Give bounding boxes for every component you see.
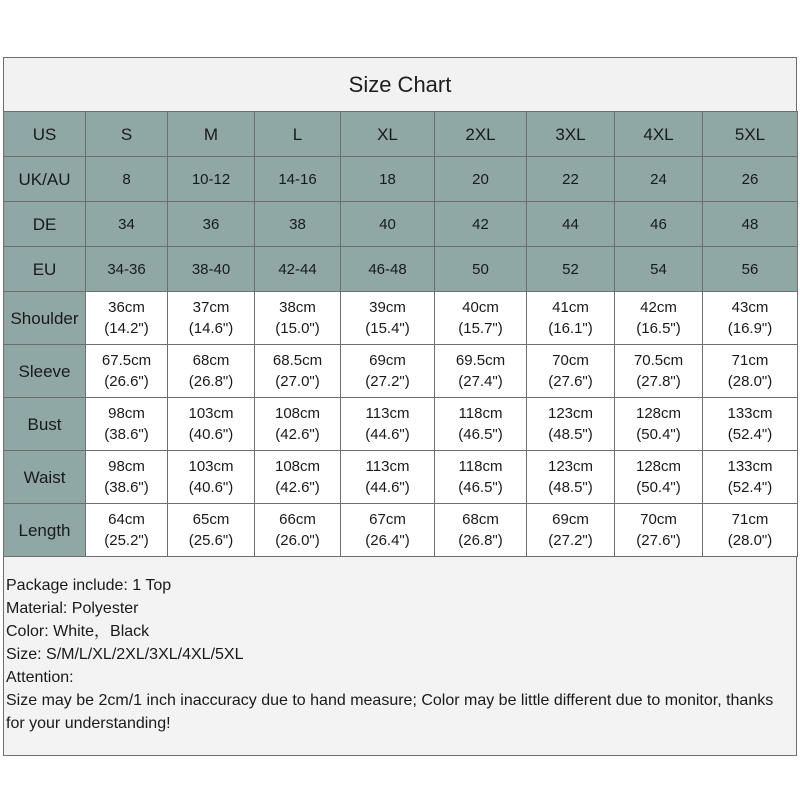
measurement-cell xyxy=(435,451,527,504)
cm-value: 67.5cm xyxy=(101,352,152,369)
measurement-cell xyxy=(86,345,168,398)
measurement-cell xyxy=(703,345,798,398)
cm-value: 39cm xyxy=(369,299,406,316)
row-label: Shoulder xyxy=(4,292,86,345)
size-cell: 4XL xyxy=(615,112,703,157)
inch-value: (15.7") xyxy=(458,320,503,337)
size-cell: 46 xyxy=(615,202,703,247)
size-cell: 18 xyxy=(341,157,435,202)
size-cell: 34-36 xyxy=(86,247,168,292)
measurement-cell xyxy=(86,398,168,451)
size-table xyxy=(3,111,798,557)
size-cell: 52 xyxy=(527,247,615,292)
measurement-cell xyxy=(255,451,341,504)
cm-value: 118cm xyxy=(458,458,503,475)
measurement-cell xyxy=(255,504,341,557)
measurement-cell xyxy=(527,292,615,345)
cm-value: 108cm xyxy=(274,405,321,422)
cm-value: 70cm xyxy=(552,352,589,369)
measurement-cell xyxy=(168,504,255,557)
row-label: Length xyxy=(4,504,86,557)
size-cell: 48 xyxy=(703,202,798,247)
cm-value: 69cm xyxy=(369,352,406,369)
size-cell: 3XL xyxy=(527,112,615,157)
package-note: Package include: 1 Top xyxy=(6,577,172,594)
measurement-cell xyxy=(435,504,527,557)
inch-value: (27.8") xyxy=(636,373,681,390)
cm-value: 37cm xyxy=(192,299,230,316)
measurement-cell xyxy=(703,451,798,504)
inch-value: (25.6") xyxy=(188,532,234,549)
cm-value: 123cm xyxy=(547,405,594,422)
cm-value: 113cm xyxy=(365,405,410,422)
cm-value: 69.5cm xyxy=(455,352,506,369)
measurement-cell xyxy=(341,292,435,345)
measurement-cell xyxy=(615,398,703,451)
size-cell: 22 xyxy=(527,157,615,202)
product-notes xyxy=(6,574,792,735)
inch-value: (14.2") xyxy=(104,320,149,337)
cm-value: 71cm xyxy=(731,511,769,528)
size-cell: 24 xyxy=(615,157,703,202)
cm-value: 70cm xyxy=(640,511,677,528)
measurement-cell xyxy=(168,292,255,345)
row-label: DE xyxy=(4,202,86,247)
measurement-cell xyxy=(168,398,255,451)
size-cell: 8 xyxy=(86,157,168,202)
measurement-cell xyxy=(527,398,615,451)
inch-value: (40.6") xyxy=(188,426,234,443)
measurement-cell xyxy=(341,504,435,557)
row-label: Waist xyxy=(4,451,86,504)
measurement-cell xyxy=(435,292,527,345)
size-cell: 26 xyxy=(703,157,798,202)
cm-value: 40cm xyxy=(462,299,499,316)
size-cell: 10-12 xyxy=(168,157,255,202)
size-cell: 14-16 xyxy=(255,157,341,202)
inch-value: (50.4") xyxy=(636,479,681,496)
measurement-cell xyxy=(703,504,798,557)
cm-value: 133cm xyxy=(727,405,773,422)
attention-note: Attention: xyxy=(6,669,74,686)
size-cell: 54 xyxy=(615,247,703,292)
measurement-cell xyxy=(615,451,703,504)
size-cell: 42 xyxy=(435,202,527,247)
size-note: Size: S/M/L/XL/2XL/3XL/4XL/5XL xyxy=(6,646,244,663)
inch-value: (28.0") xyxy=(727,373,773,390)
inch-value: (26.8") xyxy=(458,532,503,549)
inch-value: (44.6") xyxy=(365,479,410,496)
material-note: Material: Polyester xyxy=(6,600,139,617)
size-cell: 36 xyxy=(168,202,255,247)
size-cell: 5XL xyxy=(703,112,798,157)
inch-value: (26.4") xyxy=(365,532,410,549)
size-cell: L xyxy=(255,112,341,157)
inch-value: (16.5") xyxy=(636,320,681,337)
row-label: EU xyxy=(4,247,86,292)
cm-value: 43cm xyxy=(731,299,769,316)
measurement-cell xyxy=(703,292,798,345)
size-cell: 46-48 xyxy=(341,247,435,292)
measurement-cell xyxy=(86,504,168,557)
cm-value: 68cm xyxy=(192,352,230,369)
inch-value: (52.4") xyxy=(727,426,773,443)
inch-value: (27.2") xyxy=(365,373,410,390)
size-cell: 34 xyxy=(86,202,168,247)
inch-value: (27.6") xyxy=(548,373,593,390)
measurement-cell xyxy=(527,345,615,398)
header-row xyxy=(4,157,798,202)
cm-value: 128cm xyxy=(635,405,682,422)
color-note: Color: White，Black xyxy=(6,623,150,640)
inch-value: (27.2") xyxy=(548,532,593,549)
inch-value: (27.0") xyxy=(275,373,320,390)
inch-value: (16.1") xyxy=(548,320,593,337)
size-cell: 40 xyxy=(341,202,435,247)
cm-value: 103cm xyxy=(188,405,234,422)
cm-value: 113cm xyxy=(365,458,410,475)
measurement-cell xyxy=(168,345,255,398)
size-cell: 42-44 xyxy=(255,247,341,292)
inch-value: (16.9") xyxy=(727,320,773,337)
row-label: US xyxy=(4,112,86,157)
size-cell: S xyxy=(86,112,168,157)
inch-value: (15.0") xyxy=(275,320,320,337)
measurement-cell xyxy=(615,504,703,557)
cm-value: 123cm xyxy=(547,458,594,475)
measurement-cell xyxy=(255,398,341,451)
inch-value: (46.5") xyxy=(458,426,503,443)
cm-value: 42cm xyxy=(640,299,677,316)
measurement-row xyxy=(4,398,798,451)
header-row xyxy=(4,247,798,292)
inch-value: (52.4") xyxy=(727,479,773,496)
inch-value: (26.8") xyxy=(188,373,234,390)
measurement-cell xyxy=(255,345,341,398)
cm-value: 64cm xyxy=(108,511,145,528)
measurement-cell xyxy=(703,398,798,451)
cm-value: 103cm xyxy=(188,458,234,475)
header-row xyxy=(4,112,798,157)
inch-value: (48.5") xyxy=(548,426,593,443)
measurement-cell xyxy=(86,292,168,345)
measurement-row xyxy=(4,504,798,557)
cm-value: 69cm xyxy=(552,511,589,528)
inch-value: (15.4") xyxy=(365,320,410,337)
inch-value: (42.6") xyxy=(275,426,320,443)
inch-value: (40.6") xyxy=(188,479,234,496)
measurement-cell xyxy=(341,451,435,504)
measurement-row xyxy=(4,292,798,345)
inch-value: (14.6") xyxy=(188,320,234,337)
cm-value: 68cm xyxy=(462,511,499,528)
cm-value: 98cm xyxy=(108,405,145,422)
cm-value: 67cm xyxy=(369,511,406,528)
size-cell: 56 xyxy=(703,247,798,292)
cm-value: 66cm xyxy=(279,511,316,528)
measurement-cell xyxy=(527,451,615,504)
header-row xyxy=(4,202,798,247)
size-cell: 38-40 xyxy=(168,247,255,292)
measurement-cell xyxy=(86,451,168,504)
measurement-cell xyxy=(615,345,703,398)
inch-value: (44.6") xyxy=(365,426,410,443)
size-cell: XL xyxy=(341,112,435,157)
inch-value: (38.6") xyxy=(104,426,149,443)
cm-value: 70.5cm xyxy=(633,352,684,369)
measurement-cell xyxy=(341,345,435,398)
disclaimer-note: Size may be 2cm/1 inch inaccuracy due to hand measure; Color may be little different due to monitor, thanks for your understanding! xyxy=(6,692,774,732)
measurement-cell xyxy=(255,292,341,345)
size-cell: 2XL xyxy=(435,112,527,157)
measurement-cell xyxy=(435,398,527,451)
size-cell: M xyxy=(168,112,255,157)
chart-title: Size Chart xyxy=(4,58,796,112)
inch-value: (28.0") xyxy=(727,532,773,549)
measurement-row xyxy=(4,345,798,398)
size-cell: 20 xyxy=(435,157,527,202)
inch-value: (27.4") xyxy=(458,373,503,390)
measurement-cell xyxy=(615,292,703,345)
cm-value: 71cm xyxy=(731,352,769,369)
row-label: UK/AU xyxy=(4,157,86,202)
cm-value: 41cm xyxy=(552,299,589,316)
cm-value: 68.5cm xyxy=(272,352,323,369)
inch-value: (25.2") xyxy=(104,532,149,549)
measurement-cell xyxy=(341,398,435,451)
row-label: Bust xyxy=(4,398,86,451)
cm-value: 38cm xyxy=(279,299,316,316)
measurement-cell xyxy=(435,345,527,398)
inch-value: (42.6") xyxy=(275,479,320,496)
cm-value: 118cm xyxy=(458,405,503,422)
inch-value: (26.6") xyxy=(104,373,149,390)
size-cell: 44 xyxy=(527,202,615,247)
size-cell: 50 xyxy=(435,247,527,292)
inch-value: (48.5") xyxy=(548,479,593,496)
inch-value: (46.5") xyxy=(458,479,503,496)
measurement-cell xyxy=(527,504,615,557)
cm-value: 65cm xyxy=(192,511,230,528)
cm-value: 36cm xyxy=(108,299,145,316)
inch-value: (38.6") xyxy=(104,479,149,496)
measurement-row xyxy=(4,451,798,504)
cm-value: 128cm xyxy=(635,458,682,475)
inch-value: (27.6") xyxy=(636,532,681,549)
inch-value: (26.0") xyxy=(275,532,320,549)
cm-value: 98cm xyxy=(108,458,145,475)
size-cell: 38 xyxy=(255,202,341,247)
row-label: Sleeve xyxy=(4,345,86,398)
inch-value: (50.4") xyxy=(636,426,681,443)
measurement-cell xyxy=(168,451,255,504)
cm-value: 133cm xyxy=(727,458,773,475)
cm-value: 108cm xyxy=(274,458,321,475)
